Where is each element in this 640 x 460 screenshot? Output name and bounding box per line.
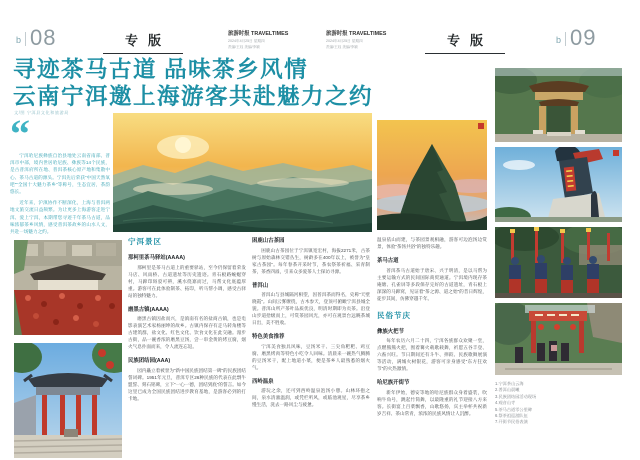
masthead-editor: 责编/王珏 美编/李颖 xyxy=(228,45,260,49)
photo-caption-list xyxy=(495,381,622,426)
masthead-date: 2024年4月25日 星期四 xyxy=(326,38,363,43)
photo-tea-horse-monument xyxy=(495,147,622,222)
paragraph: 磨黑古镇因盐而兴，是滇南有名的盐商古镇，也是电影表演艺术家杨丽坤的故乡。古镇内保存有走马转角楼等古建筑群，盐文化、红色文化、饮食文化在此交融。漫步古街，品一碗香浓的磨黑豆汤，尝一串金黄的烤豆腐，烟火气息扑面而来，令人流连忘返。 xyxy=(128,316,246,349)
page-number-divider xyxy=(565,32,566,46)
paragraph: 游玩之余，还可到西岭温泉泡汤小憩。山林环抱之间，泉水清澈温润，或凭栏听风，或临池观星，尽享茶乡慢生活，洗去一路风尘与疲惫。 xyxy=(252,388,370,407)
paragraph: 普洱山与县城隔河相望，因普洱茶而得名，史称“天壁晓霞”。山间云雾缭绕，古木参天，登顶可俯瞰宁洱县城全貌。普洱山所产茶叶品质优良，明清时期即为贡茶。沿登山步道拾级而上，可赏茶园风光，亦可在观景台远眺茶城日出，美不胜收。 xyxy=(252,292,370,325)
section-heading-scenic: 宁洱景区 xyxy=(128,237,162,246)
paragraph: 普洱茶马古道始于唐宋、兴于明清，是以马帮为主要运输方式的民间国际商贸通道。宁洱境内现存茶庵塘、孔雀屏等多段保存完好的古道遗址，青石板上深深的马蹄窝，见证着“茶之源、道之始”的昔日辉煌，徒步其间，仿佛穿越千年。 xyxy=(377,267,487,301)
caption-item: 1.宁洱茶山云海 xyxy=(495,381,524,386)
section-header-left: 专版 xyxy=(103,30,183,54)
masthead-title: 旅游时报 TRAVELTIMES xyxy=(326,31,387,37)
photo-credit-badge xyxy=(478,123,484,129)
quote-mark-icon: “ xyxy=(10,111,30,156)
photo-crowd-gathering xyxy=(14,240,122,335)
paragraph: 园内矗立着被誉为“新中国民族团结第一碑”的民族团结誓词碑。1951年元旦，普洱专区26种民族的代表在此剽牛盟誓、刻石铭碑，立下“一心一德，团结到底”的誓言。如今这里已成为全国民族团结进步教育基地，是游客必到的打卡地。 xyxy=(128,367,246,401)
procession-image xyxy=(495,227,622,298)
photo-festival-procession xyxy=(495,227,622,298)
page-prefix: b xyxy=(556,35,562,45)
caption-item: 3.民族团结园活动现场 xyxy=(495,393,537,399)
monument-image xyxy=(495,147,622,222)
masthead-title: 旅游时报 TRAVELTIMES xyxy=(228,31,289,37)
photo-festival-gate xyxy=(495,303,622,375)
archway-image xyxy=(495,68,622,142)
caption-item: 7.开街节民俗表演 xyxy=(495,419,528,425)
caption-item: 5.茶马古道零公里碑 xyxy=(495,406,532,412)
byline: 文/图 宁洱县文化和旅游局 xyxy=(14,110,69,115)
caption-item: 2.普洱山晨曦 xyxy=(495,387,520,393)
text-column-scenic-1 xyxy=(128,236,246,404)
tea-mountain-sunrise-image xyxy=(113,113,372,232)
paragraph: 新年伊始，德安等地的哈尼族群众身着盛装，吹响牛角号，跳起竹筒舞，以最隆重的礼节迎接八方来客。长街宴上百菜飘香，山歌悠扬，宾主举杯共祝新岁吉祥、茶山常青，浓浓的民族风情让人沉醉。 xyxy=(377,389,487,416)
photo-credit-badge xyxy=(613,150,619,156)
headline-line2: 云南宁洱邀上海游客共赴魅力之约 xyxy=(13,84,374,109)
masthead-editor: 责编/王珏 美编/李颖 xyxy=(326,45,358,49)
masthead-left xyxy=(228,29,302,50)
intro-paragraph-1: 宁洱哈尼族彝族自治县地处云南省南部、普洱市中部，境内世居哈尼族、彝族等14个民族，是古普洱府所在地、普洱茶核心原产地和集散中心、茶马古道的源头。宁洱先后荣获“中国天然氧吧”“全国十大魅力茶乡”等称号，生态宜居，茶韵悠长。 xyxy=(10,153,110,195)
headline xyxy=(13,56,373,110)
section-header-right: 专版 xyxy=(425,30,505,54)
caption-item: 6.祭茶祖巡游队伍 xyxy=(495,413,528,419)
text-column-folklore xyxy=(377,236,487,419)
photo-temple-gate xyxy=(14,343,122,458)
caption-item: 4.观音山寺 xyxy=(495,400,516,406)
page-number-left-value: 08 xyxy=(30,25,57,50)
subheading-kunlushan: 困鹿山古茶园 xyxy=(252,238,285,244)
subheading-food: 特色美食推荐 xyxy=(252,334,285,340)
masthead-right xyxy=(326,29,400,50)
photo-tea-mountain-panorama xyxy=(113,113,372,232)
subheading-kaijie-festival: 哈尼族开街节 xyxy=(377,380,410,386)
mountain-peak-sunrise-image xyxy=(377,120,487,230)
intro-paragraph-2: 近年来，沪滇协作不断深化，上海与普洱两地文旅交流日益频繁。为让更多上海游客走进宁洱、爱上宁洱，本期带您寻迹千年茶马古道，品味浓郁茶乡风情，感受普洱茶故乡的山水人文，共赴一场魅力之约。 xyxy=(10,200,110,235)
subheading-chamagudao: 茶马古道 xyxy=(377,258,399,264)
paragraph: 宁洱美食独具风味，豆汤米干、三尖角粑粑、鸡豆腐、磨黑烤肉等特色小吃令人回味。清晨来一碗热气腾腾的豆汤米干，配上地道小菜，便是茶乡人最熟悉的烟火气。 xyxy=(252,343,370,370)
crowd-event-image xyxy=(14,240,122,335)
subheading-torch-festival: 彝族火把节 xyxy=(377,328,404,335)
temple-gate-image xyxy=(14,343,122,458)
festival-gate-image xyxy=(495,303,622,375)
subheading-mohei: 磨黑古镇(AAAA) xyxy=(128,306,169,313)
masthead-date: 2024年4月25日 星期四 xyxy=(228,38,265,43)
page-number-right xyxy=(556,25,597,50)
page-prefix: b xyxy=(16,35,22,45)
paragraph-continuation: 温泉依山而建，与茶园景观相融，游客可边泡汤边赏景，体验“茶汤共浴”的独特乐趣。 xyxy=(377,237,487,249)
subheading-puershan: 普洱山 xyxy=(252,282,269,289)
subheading-hotspring: 西岭温泉 xyxy=(252,378,274,385)
paragraph: 那柯里是茶马古道上的重要驿站，至今仍保留着荣发马店、风雨桥、古道遗址等历史遗迹。青石板路蜿蜒穿村，马蹄印斑驳可辨，溪水绕寨而过，马帮文化底蕴厚重。游客可在此体验制茶、拓印，听马帮小调，感受古驿站的独特魅力。 xyxy=(128,264,246,298)
subheading-tuanjieyuan: 民族团结园(AAA) xyxy=(128,358,171,364)
photo-archway xyxy=(495,68,622,142)
page-number-divider xyxy=(25,32,26,46)
page-number-right-value: 09 xyxy=(570,25,597,50)
paragraph: 困鹿山古茶园位于宁洱镇宽宏村，海拔2271米，古茶树与原始森林交错丛生，树龄多在400年以上，被誉为“皇家古茶园”。每年春茶开采时节，茶农祭茶祈福、采青制茶，茶香四溢，引来众多爱茶人士探访寻源。 xyxy=(252,247,370,274)
section-heading-festivals: 民俗节庆 xyxy=(377,310,411,320)
text-column-scenic-2 xyxy=(252,236,370,410)
photo-puer-mountain xyxy=(377,120,487,230)
page-number-left xyxy=(16,25,57,50)
paragraph: 每年农历六月二十四，宁洱各族群众欢聚一堂，点燃熊熊火把，围着篝火载歌载舞，祈愿五谷丰登、六畜兴旺。节日期间还有斗牛、摔跤、民族歌舞展演等活动，满城火树银花，游客可亲身感受“东方狂欢节”的火热激情。 xyxy=(377,338,487,371)
headline-line1: 寻迹茶马古道 品味茶乡风情 xyxy=(13,57,309,82)
subheading-nakeli: 那柯里茶马驿站(AAAA) xyxy=(128,255,185,261)
